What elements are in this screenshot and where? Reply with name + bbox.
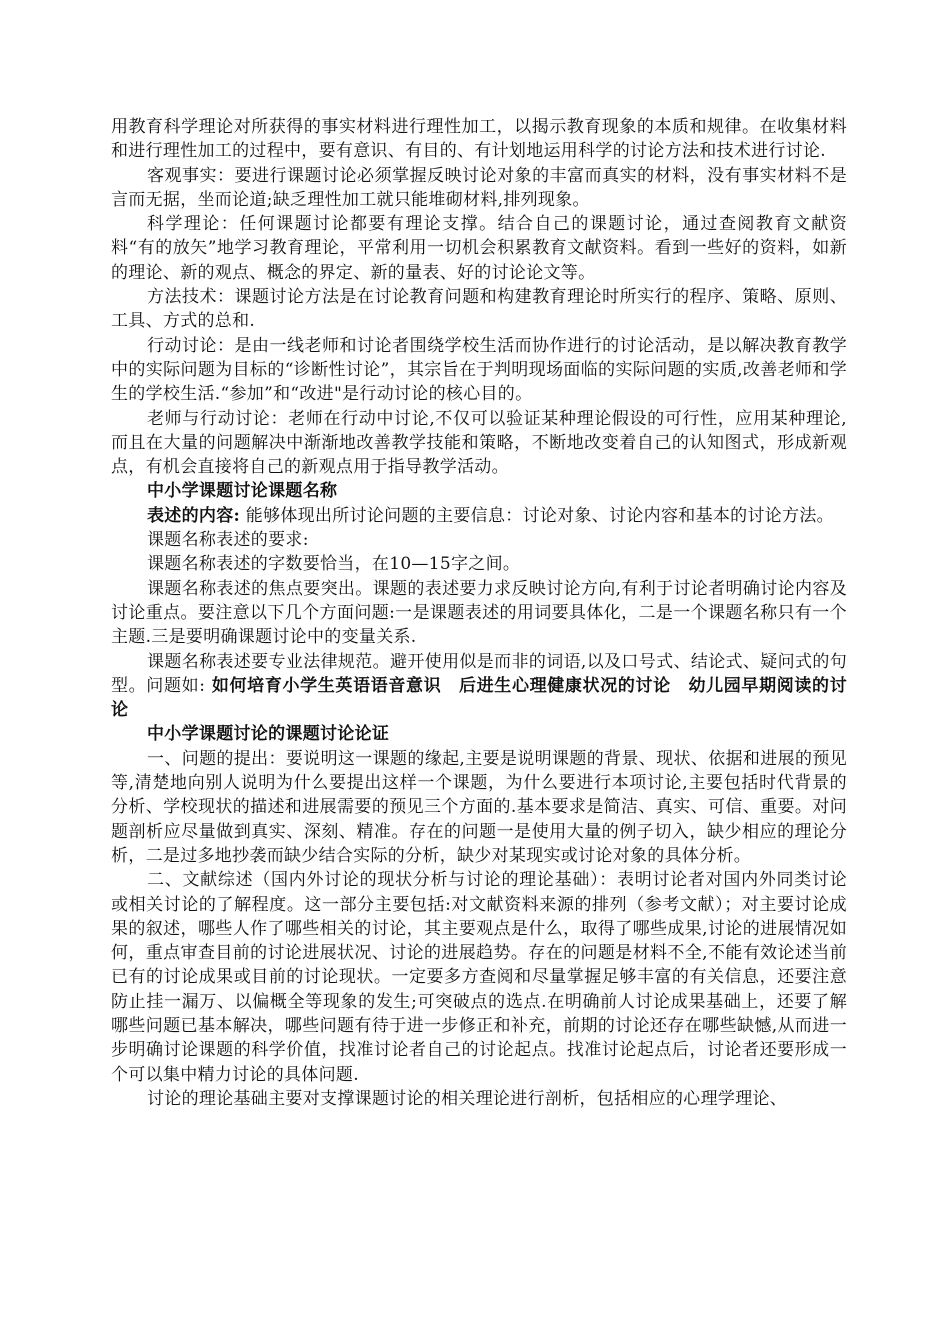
paragraph-word-count: 课题名称表述的字数要恰当，在10—15字之间。 (147, 554, 521, 575)
paragraph-name-requirements: 课题名称表述的要求: (147, 530, 309, 551)
text-standards: 课题名称表述要专业法律规范。避开使用似是而非的词语,以及口号式、结论式、疑问式的句型。问题如: (111, 651, 847, 696)
paragraph-literature-review: 二、文献综述（国内外讨论的现状分析与讨论的理论基础）：表明讨论者对国内外同类讨论或相关讨论的了解程度。这一部分主要包括:对文献资料来源的排列（参考文献）；对主要讨论成果的叙述，哪些人作了哪些相关的讨论，其主要观点是什么，取得了哪些成果,讨论的进展情况如何，重点审查目前的讨论进展状况、讨论的进展趋势。存在的问题是材料不全,不能有效论述当前已有的讨论成果或目前的讨论现状。一定要多方查阅和尽量掌握足够丰富的有关信息，还要注意防止挂一漏万、以偏概全等现象的发生;可突破点的选点.在明确前人讨论成果基础上，还要了解哪些问题已基本解决，哪些问题有待于进一步修正和补充，前期的讨论还存在哪些缺憾,从而进一步明确讨论课题的科学价值，找准讨论者自己的讨论起点。找准讨论起点后，讨论者还要形成一个可以集中精力讨论的具体问题. (111, 870, 847, 1085)
paragraph-method-technique: 方法技术：课题讨论方法是在讨论教育问题和构建教育理论时所实行的程序、策略、原则、工具、方式的总和. (111, 287, 847, 332)
section-heading-argumentation: 中小学课题讨论的课题讨论论证 (147, 724, 390, 745)
label-expression-content: 表述的内容: (147, 505, 241, 526)
paragraph-scientific-theory: 科学理论：任何课题讨论都要有理论支撑。结合自己的课题讨论，通过查阅教育文献资料“有的放矢”地学习教育理论，平常利用一切机会积累教育文献资料。看到一些好的资料，如新的理论、新的观点、概念的界定、新的量表、好的讨论论文等。 (111, 214, 847, 283)
text-expression-content: 能够体现出所讨论问题的主要信息：讨论对象、讨论内容和基本的讨论方法。 (240, 505, 834, 526)
paragraph-theory-basis: 讨论的理论基础主要对支撑课题讨论的相关理论进行剖析，包括相应的心理学理论、 (147, 1088, 788, 1109)
paragraph-standards (111, 650, 847, 723)
section-heading-topic-name: 中小学课题讨论课题名称 (147, 481, 338, 502)
paragraph-problem-statement: 一、问题的提出：要说明这一课题的缘起,主要是说明课题的背景、现状、依据和进展的预见等,清楚地向别人说明为什么要提出这样一个课题，为什么要进行本项讨论,主要包括时代背景的分析、学校现状的描述和进展需要的预见三个方面的.基本要求是简洁、真实、可信、重要。对问题剖析应尽量做到真实、深刻、精准。存在的问题一是使用大量的例子切入，缺少相应的理论分析，二是过多地抄袭而缺少结合实际的分析，缺少对某现实或讨论对象的具体分析。 (111, 748, 847, 866)
paragraph-action-research: 行动讨论：是由一线老师和讨论者围绕学校生活而协作进行的讨论活动，是以解决教育教学中的实际问题为目标的“诊断性讨论”，其宗旨在于判明现场面临的实际问题的实质,改善老师和学生的学校生活.“参加”和“改进"是行动讨论的核心目的。 (111, 335, 847, 405)
examples-bold: 如何培育小学生英语语音意识 后进生心理健康状况的讨论 幼儿园早期阅读的讨论 (111, 675, 847, 721)
paragraph-objective-facts: 客观事实：要进行课题讨论必须掌握反映讨论对象的丰富而真实的材料，没有事实材料不是言而无据，坐而论道;缺乏理性加工就只能堆砌材料,排列现象。 (111, 165, 847, 210)
paragraph-expression-content (111, 504, 847, 528)
paragraph-focus: 课题名称表述的焦点要突出。课题的表述要力求反映讨论方向,有利于讨论者明确讨论内容及讨论重点。要注意以下几个方面问题:一是课题表述的用词要具体化，二是一个课题名称只有一个主题.三是要明确课题讨论中的变量关系. (111, 578, 847, 648)
paragraph-intro: 用教育科学理论对所获得的事实材料进行理性加工，以揭示教育现象的本质和规律。在收集材料和进行理性加工的过程中，要有意识、有目的、有计划地运用科学的讨论方法和技术进行讨论. (111, 117, 847, 162)
document-page (111, 115, 847, 1111)
paragraph-teacher-action-research: 老师与行动讨论：老师在行动中讨论,不仅可以验证某种理论假设的可行性，应用某种理论,而且在大量的问题解决中渐渐地改善教学技能和策略，不断地改变着自己的认知图式，形成新观点，有机会直接将自己的新观点用于指导教学活动。 (111, 408, 847, 478)
